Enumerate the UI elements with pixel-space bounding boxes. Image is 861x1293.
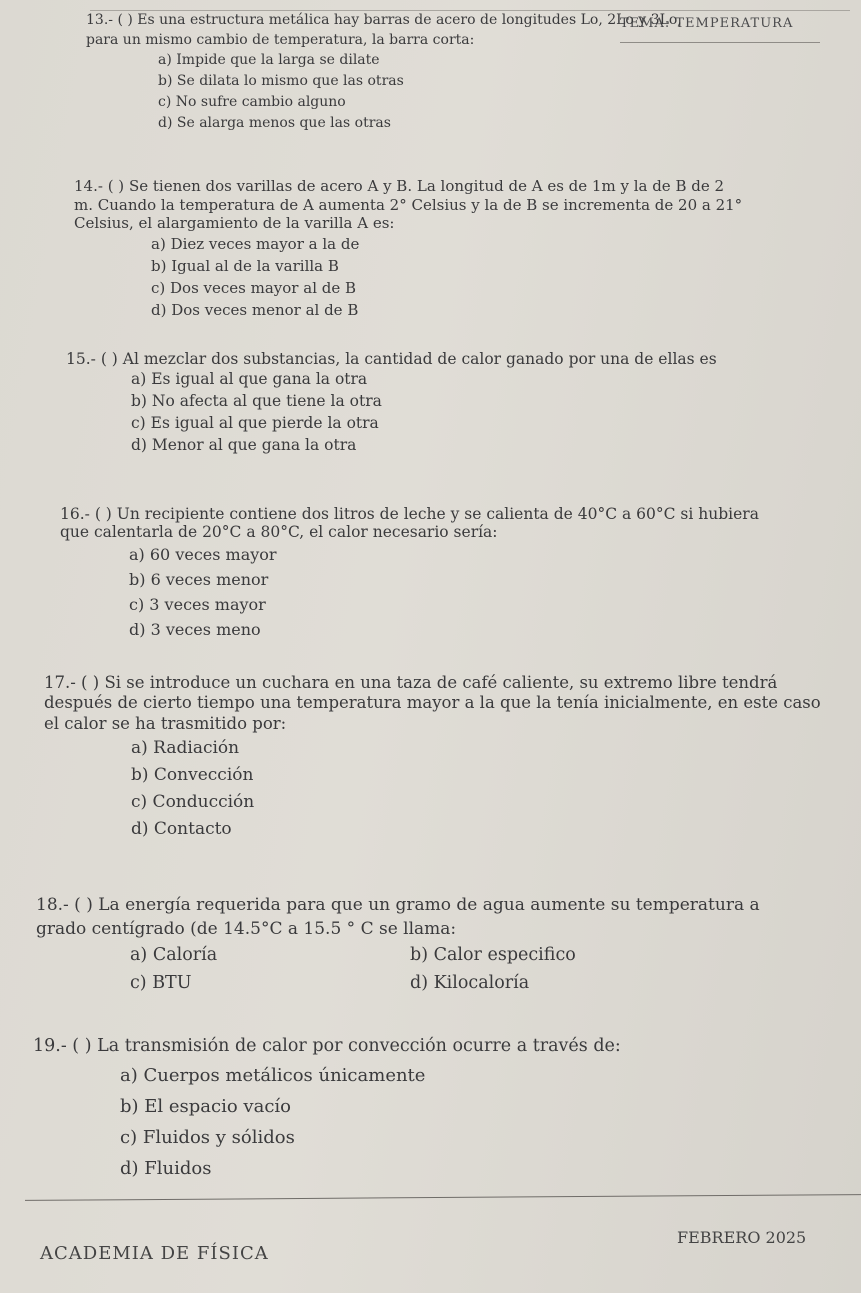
question-19-number: 19.- ( )	[33, 1036, 92, 1056]
question-16-option-a[interactable]: a) 60 veces mayor	[129, 544, 277, 564]
question-17-option-d[interactable]: d) Contacto	[131, 819, 232, 840]
question-14-option-c[interactable]: c) Dos veces mayor al de B	[151, 279, 357, 298]
question-19-stem	[33, 1036, 861, 1057]
question-16-option-b[interactable]: b) 6 veces menor	[129, 569, 269, 589]
footer-academia: ACADEMIA DE FÍSICA	[40, 1243, 269, 1264]
question-17-option-c[interactable]: c) Conducción	[131, 792, 255, 813]
question-19-option-b[interactable]: b) El espacio vacío	[120, 1095, 291, 1117]
question-15	[0, 350, 861, 456]
question-14-number: 14.- ( )	[74, 177, 125, 195]
question-17-option-a[interactable]: a) Radiación	[131, 738, 240, 759]
question-14-stem-line3: Celsius, el alargamiento de la varilla A es:	[74, 214, 395, 233]
question-14-option-b[interactable]: b) Igual al de la varilla B	[151, 257, 339, 276]
question-17-stem-line1: Si se introduce un cuchara en una taza de café caliente, su extremo libre tendrá	[104, 673, 778, 692]
question-15-stem	[66, 350, 861, 368]
question-19-option-a[interactable]: a) Cuerpos metálicos únicamente	[120, 1064, 426, 1086]
question-13-stem-line1: Es una estructura metálica hay barras de acero de longitudes Lo, 2Lo y 3Lo,	[137, 12, 682, 28]
question-18-option-d[interactable]: d) Kilocaloría	[410, 973, 530, 994]
question-16-option-d[interactable]: d) 3 veces meno	[129, 619, 261, 639]
question-17-stem-line2: después de cierto tiempo una temperatura mayor a la que la tenía inicialmente, en este caso	[44, 693, 821, 713]
question-13-stem	[86, 12, 861, 29]
question-18	[0, 895, 861, 997]
question-14-option-d[interactable]: d) Dos veces menor al de B	[151, 301, 359, 320]
question-13-option-a[interactable]: a) Impide que la larga se dilate	[158, 52, 380, 69]
footer-rule	[25, 1194, 861, 1201]
question-13-number: 13.- ( )	[86, 12, 133, 28]
question-14-stem-line1: Se tienen dos varillas de acero A y B. La longitud de A es de 1m y la de B de 2	[128, 177, 725, 195]
top-rule	[90, 10, 850, 11]
question-18-option-a[interactable]: a) Caloría	[130, 945, 218, 966]
question-15-option-b[interactable]: b) No afecta al que tiene la otra	[131, 392, 382, 411]
question-14-stem-line2: m. Cuando la temperatura de A aumenta 2° Celsius y la de B se incrementa de 20 a 21°	[74, 195, 743, 214]
question-18-stem-line2: grado centígrado (de 14.5°C a 15.5 ° C se llama:	[36, 919, 457, 940]
question-17-stem-line3: el calor se ha trasmitido por:	[44, 713, 287, 733]
question-14-option-a[interactable]: a) Diez veces mayor a la de	[151, 235, 360, 254]
question-16-stem-line1: Un recipiente contiene dos litros de leche y se calienta de 40°C a 60°C si hubiera	[116, 505, 759, 523]
question-13-option-d[interactable]: d) Se alarga menos que las otras	[158, 115, 391, 132]
question-18-option-c[interactable]: c) BTU	[130, 973, 192, 994]
question-16-option-c[interactable]: c) 3 veces mayor	[129, 594, 266, 614]
question-19-option-c[interactable]: c) Fluidos y sólidos	[120, 1126, 295, 1148]
question-16-stem	[60, 505, 861, 523]
question-15-option-c[interactable]: c) Es igual al que pierde la otra	[131, 414, 379, 433]
question-18-option-b[interactable]: b) Calor especifico	[410, 945, 576, 966]
question-13	[0, 12, 861, 134]
question-17	[0, 673, 861, 843]
question-19-stem-line1: La transmisión de calor por convección ocurre a través de:	[97, 1036, 621, 1056]
question-19-option-d[interactable]: d) Fluidos	[120, 1157, 212, 1179]
question-16-number: 16.- ( )	[60, 505, 112, 523]
question-16	[0, 505, 861, 642]
question-19	[0, 1036, 861, 1184]
question-13-stem-line2: para un mismo cambio de temperatura, la barra corta:	[86, 31, 475, 48]
question-17-stem	[44, 673, 861, 692]
question-17-option-b[interactable]: b) Convección	[131, 765, 254, 786]
question-13-option-b[interactable]: b) Se dilata lo mismo que las otras	[158, 73, 404, 90]
footer-date: FEBRERO 2025	[677, 1228, 807, 1247]
question-15-number: 15.- ( )	[66, 350, 118, 368]
topic-title: TEMA: TEMPERATURA	[620, 16, 794, 31]
question-17-number: 17.- ( )	[44, 673, 100, 692]
question-15-option-a[interactable]: a) Es igual al que gana la otra	[131, 370, 368, 389]
question-18-number: 18.- ( )	[36, 895, 93, 915]
question-18-stem	[36, 895, 861, 915]
question-14	[0, 178, 861, 321]
question-13-option-c[interactable]: c) No sufre cambio alguno	[158, 94, 346, 111]
question-15-stem-line1: Al mezclar dos substancias, la cantidad de calor ganado por una de ellas es	[122, 350, 717, 368]
question-14-stem	[74, 178, 861, 196]
question-18-stem-line1: La energía requerida para que un gramo de agua aumente su temperatura a	[98, 895, 760, 915]
question-16-stem-line2: que calentarla de 20°C a 80°C, el calor necesario sería:	[60, 523, 498, 542]
question-15-option-d[interactable]: d) Menor al que gana la otra	[131, 436, 357, 455]
